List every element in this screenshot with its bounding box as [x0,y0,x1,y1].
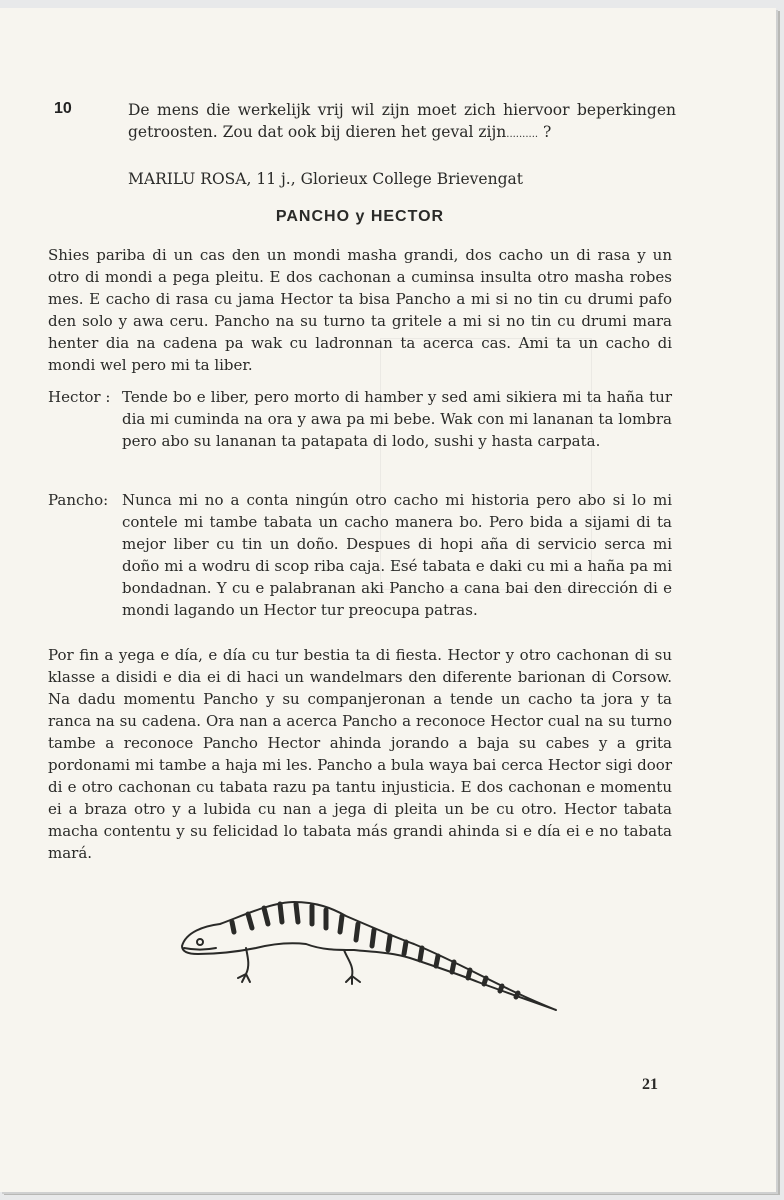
top-number: 10 [54,100,72,117]
dialogue-hector: Tende bo e liber, pero morto di hamber y sed ami sikiera mi ta haña tur dia mi cuminda na ora y awa pa mi bebe. Wak con mi lananan ta lombra pero abo su lananan ta patapata di lodo, sushi y hasta carpata. [122,388,672,450]
speaker-pancho: Pancho: [48,491,109,509]
lizard-illustration [176,892,566,1017]
story-paragraph-final: Por fin a yega e día, e día cu tur bestia ta di fiesta. Hector y otro cachonan di su klasse a disidi e dia ei di haci un wandelmars den diferente barionan di Corsow. Na dadu momentu Pancho y su companjeronan a tende un cacho ta jora y ta ranca na su cadena. Ora nan a acerca Pancho a reconoce Hector cual na su turno tambe a reconoce Pancho Hector ahinda jorando a baja su cabes y a grita pordonami mi tambe a haja mi les. Pancho a bula waya bai cerca Hector sigi door di e otro cachonan cu tabata razu pa tantu injusticia. E dos cachonan e momentu ei a braza otro y a lubida cu nan a jega di pleita un be cu otro. Hector tabata macha contentu y su felicidad lo tabata más grandi ahinda si e día ei e no tabata mará. [48,646,672,862]
intro-text [128,99,676,146]
page-number: 21 [642,1076,658,1093]
dialogue-pancho: Nunca mi no a conta ningún otro cacho mi historia pero abo si lo mi contele mi tambe tabata un cacho manera bo. Pero bida a sijami di ta mejor liber cu tin un doño. Despues di hopi aña di servicio serca mi doño mi a wodru di scop riba caja. Esé tabata e daki cu mi a haña pa mi bondadnan. Y cu e palabranan aki Pancho a cana bai den dirección di e mondi lagando un Hector tur preocupa patras. [122,491,672,619]
book-page [0,8,776,1192]
story-title: PANCHO y HECTOR [275,208,445,225]
intro-question-mark: ? [538,123,552,141]
intro-sentence: De mens die werkelijk vrij wil zijn moet zich hiervoor beperkingen getroosten. Zou dat ook bij dieren het geval zijn [128,101,676,141]
speaker-hector: Hector : [48,388,111,406]
story-paragraph-1: Shies pariba di un cas den un mondi masha grandi, dos cacho un di rasa y un otro di mondi a pega pleitu. E dos cachonan a cuminsa insulta otro masha robes mes. E cacho di rasa cu jama Hector ta bisa Pancho a mi si no tin cu drumi pafo den solo y awa ceru. Pancho na su turno ta gritele a mi si no tin cu drumi mara henter dia na cadena pa wak cu ladronnan ta acerca cas. Ami ta un cacho di mondi wel pero mi ta liber. [48,246,672,374]
author-line: MARILU ROSA, 11 j., Glorieux College Brievengat [128,170,523,188]
intro-ellipsis: .......... [506,129,539,140]
